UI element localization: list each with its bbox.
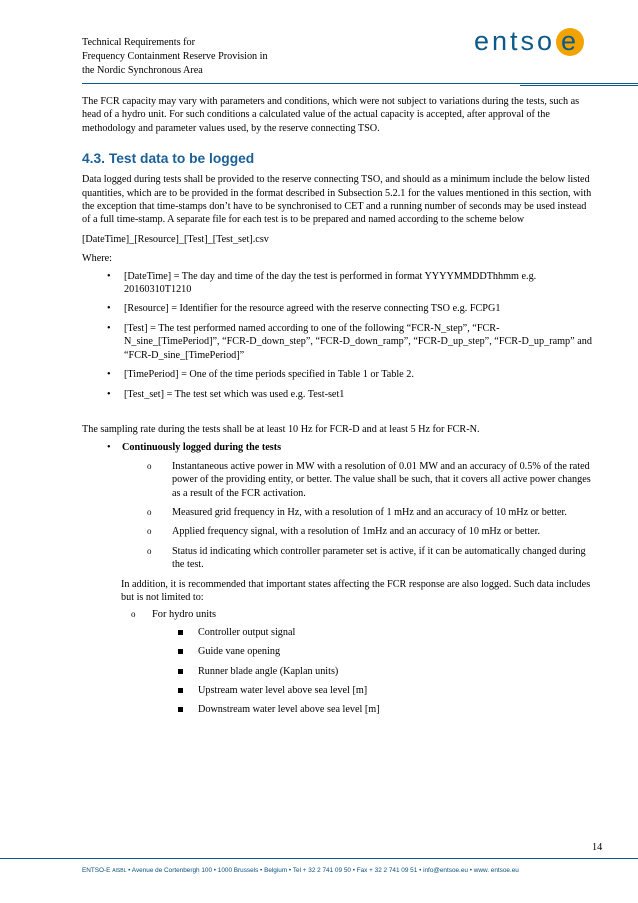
header-divider-accent <box>520 85 638 86</box>
list-item-text: Applied frequency signal, with a resolution of 1mHz and an accuracy of 10 mHz or better. <box>172 526 541 538</box>
list-item <box>82 506 592 519</box>
list-item <box>82 684 592 697</box>
list-item <box>82 460 592 500</box>
footer-org-suffix: AISBL <box>112 868 127 874</box>
list-item-text: [DateTime] = The day and time of the day the test is performed in format YYYYMMDDThhmm e.g. 20160310T1210 <box>124 270 537 296</box>
circle-marker: o <box>147 506 152 517</box>
square-bullet-icon <box>178 669 183 674</box>
square-bullet-icon <box>178 707 183 712</box>
header-divider <box>82 83 638 84</box>
list-item <box>82 525 592 538</box>
list-item <box>82 388 592 401</box>
list-item-text: Upstream water level above sea level [m] <box>198 685 368 696</box>
list-item <box>82 368 592 381</box>
footer <box>82 867 519 874</box>
list-item-text: Runner blade angle (Kaplan units) <box>198 665 339 677</box>
bullet-marker: • <box>107 388 111 400</box>
list-item-text: Status id indicating which controller parameter set is active, if it can be automatically changed during the test. <box>172 545 586 571</box>
list-item-text: [TimePeriod] = One of the time periods specified in Table 1 or Table 2. <box>124 369 414 381</box>
header-title <box>82 36 268 78</box>
circle-marker: o <box>147 526 152 537</box>
sampling-paragraph: The sampling rate during the tests shall be at least 10 Hz for FCR-D and at least 5 Hz for FCR-N. <box>82 423 480 435</box>
list-item <box>82 302 592 315</box>
filename-scheme: [DateTime]_[Resource]_[Test]_[Test_set].csv <box>82 233 269 245</box>
hydro-units-list <box>82 626 592 717</box>
addition-paragraph: In addition, it is recommended that important states affecting the FCR response are also logged. Such data includes but is not limited to: <box>121 578 591 603</box>
footer-contact: • Avenue de Cortenbergh 100 • 1000 Brussels • Belgium • Tel + 32 2 741 09 50 • Fax + 32 2 741 09 51 • info@entsoe.eu • www. entsoe.eu <box>126 867 519 874</box>
spacer <box>82 407 592 423</box>
list-item <box>82 270 592 297</box>
list-item-text: [Resource] = Identifier for the resource agreed with the reserve connecting TSO e.g. FCPG1 <box>124 303 501 315</box>
naming-bullet-list <box>82 270 592 401</box>
list-item <box>82 545 592 572</box>
continuous-log-heading <box>82 441 592 454</box>
intro-paragraph: The FCR capacity may vary with parameters and conditions, which were not subject to variations during the tests, such as head of a hydro unit. For such conditions a calculated value of the actual capacity is accepted, after approval of the methodology and parameter values used, by the reserve connecting TSO. <box>82 96 580 134</box>
list-item <box>82 665 592 678</box>
page-body <box>82 95 592 723</box>
square-bullet-icon <box>178 649 183 654</box>
continuous-log-list <box>82 460 592 572</box>
square-bullet-icon <box>178 688 183 693</box>
entsoe-logo <box>474 26 630 66</box>
list-item-text: [Test_set] = The test set which was used e.g. Test-set1 <box>124 388 345 400</box>
bullet-marker: • <box>107 322 111 334</box>
footer-divider <box>0 858 638 859</box>
list-item-text: Measured grid frequency in Hz, with a resolution of 1 mHz and an accuracy of 10 mHz or better. <box>172 506 567 518</box>
header-title-line: Frequency Containment Reserve Provision in <box>82 51 268 62</box>
list-item <box>82 703 592 716</box>
logo-e-circle: e <box>556 28 584 56</box>
section-heading: 4.3. Test data to be logged <box>82 151 255 167</box>
list-item <box>82 626 592 639</box>
list-item-text: Controller output signal <box>198 626 296 638</box>
list-item-text: Instantaneous active power in MW with a resolution of 0.01 MW and an accuracy of 0.5% of the rated power of the providing entity, or better. The value shall be such, that it covers all active power changes as a result of the FCR activation. <box>172 460 591 499</box>
where-label: Where: <box>82 253 112 265</box>
list-item <box>82 645 592 658</box>
logo-wordmark: entso <box>474 26 556 56</box>
bullet-marker: • <box>107 442 111 454</box>
header-title-line: Technical Requirements for <box>82 37 196 48</box>
bullet-marker: • <box>107 369 111 381</box>
footer-org: ENTSO-E <box>82 867 111 874</box>
hydro-units-heading-text: For hydro units <box>152 609 217 621</box>
bullet-marker: • <box>107 270 111 282</box>
section-paragraph: Data logged during tests shall be provided to the reserve connecting TSO, and should as a minimum include the below listed quantities, which are to be provided in the format described in Subsection 5.2.1 for the values mentioned in this section, with the exception that time-stamps don’t have to be synchronised to CET and a running number of seconds may be used instead of a full time-stamp. A separate file for each test is to be prepared and named according to the scheme below <box>82 174 592 226</box>
page-number: 14 <box>592 842 603 853</box>
header-title-line: the Nordic Synchronous Area <box>82 65 203 76</box>
list-item-text: Downstream water level above sea level [m] <box>198 704 380 716</box>
continuous-log-heading-text: Continuously logged during the tests <box>122 442 282 454</box>
circle-marker: o <box>131 609 136 620</box>
bullet-marker: • <box>107 303 111 315</box>
hydro-units-heading <box>82 608 592 621</box>
square-bullet-icon <box>178 630 183 635</box>
list-item-text: Guide vane opening <box>198 646 281 658</box>
list-item-text: [Test] = The test performed named according to one of the following “FCR-N_step”, “FCR-N_sine_[TimePeriod]”, “FCR-D_down_step”, “FCR-D_down_ramp”, “FCR-D_up_step”, “FCR-D_up_ramp” and “FCR-D_sine_[TimePeriod]” <box>124 322 592 361</box>
circle-marker: o <box>147 460 152 471</box>
list-item <box>82 322 592 362</box>
circle-marker: o <box>147 545 152 556</box>
